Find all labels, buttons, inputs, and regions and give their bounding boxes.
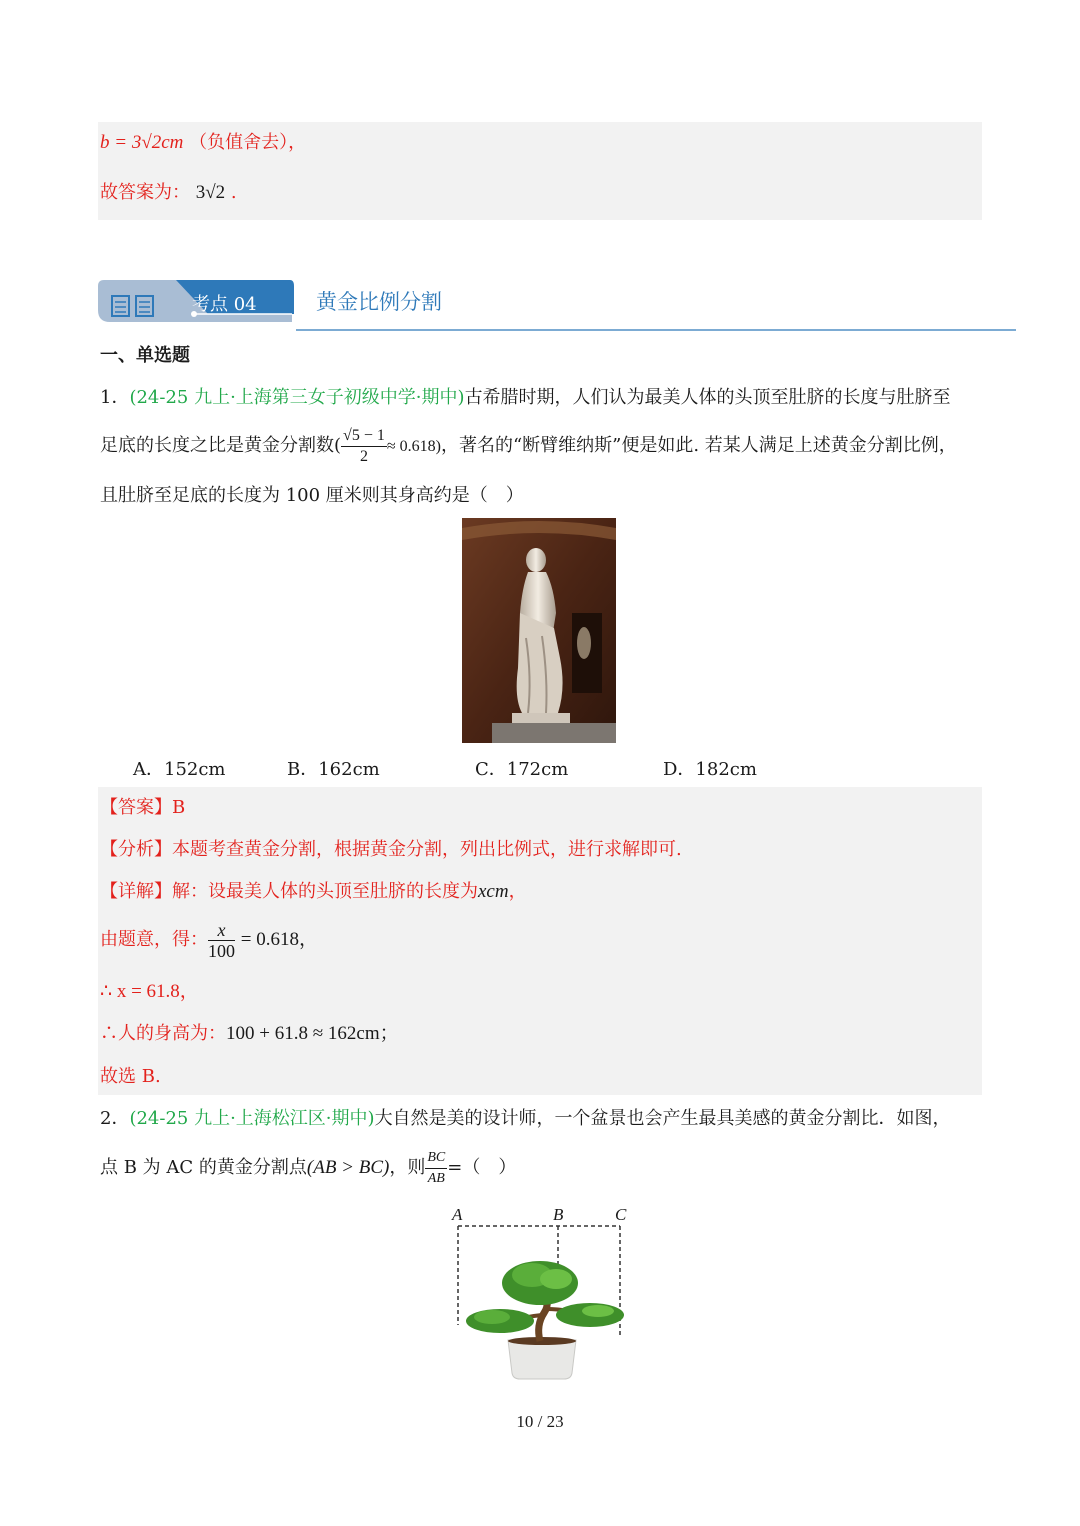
section-badge-label: 考点 04	[192, 294, 257, 315]
top-line-2-math: 3√2	[195, 182, 226, 203]
top-line-1-note: （负值舍去），	[189, 132, 307, 153]
q2-text-a: 大自然是美的设计师，一个盆景也会产生最具美感的黄金分割比．如图，	[374, 1108, 951, 1129]
q1-conclusion: 故选 B.	[100, 1066, 161, 1087]
q2-frac-den: AB	[427, 1170, 445, 1186]
q1-eq-den: 100	[208, 940, 235, 961]
q1-line-1	[100, 385, 951, 411]
q1-step4-label: ∴人的身高为：	[100, 1023, 226, 1044]
q1-equation	[100, 918, 318, 962]
q1-option-b[interactable]: B．162cm	[287, 759, 380, 780]
q2-line-1	[100, 1106, 951, 1132]
q2-number: 2．	[100, 1108, 130, 1129]
q1-line-2: 足底的长度之比是黄金分割数( $\frac{√5 - 1}{2}$ ≈ 0.618)，著名的“断臂维纳斯”便是如此. 若某人满足上述黄金分割比例，	[100, 426, 957, 465]
question-type-heading: 一、单选题	[100, 345, 190, 366]
top-line-2	[100, 180, 237, 206]
q1-analysis: 【分析】本题考查黄金分割，根据黄金分割，列出比例式，进行求解即可.	[100, 839, 682, 860]
q1-answer: 【答案】B	[100, 797, 186, 818]
bonsai-figure	[440, 1205, 640, 1383]
q1-eq-fraction	[208, 920, 235, 961]
fig-label-b: B	[553, 1205, 564, 1224]
q1-step4	[100, 1021, 399, 1047]
q1-detail-end: ，	[508, 881, 527, 902]
top-line-2-end: .	[230, 182, 237, 203]
q2-frac-num: BC	[425, 1148, 447, 1169]
q1-text-a: 古希腊时期，人们认为最美人体的头顶至肚脐的长度与肚脐至	[464, 387, 951, 408]
top-line-1	[100, 130, 306, 156]
q2-text-b3: =（ ）	[447, 1157, 517, 1178]
q1-text-c: 且肚脐至足底的长度为 100 厘米则其身高约是（ ）	[100, 485, 524, 506]
q1-detail-var: xcm	[478, 881, 509, 902]
q1-eq-label: 由题意，得：	[100, 929, 208, 950]
q2-text-b2: ，则	[389, 1157, 426, 1178]
q1-option-d[interactable]: D．182cm	[663, 759, 757, 780]
q1-text-b2: ，著名的“断臂维纳斯”便是如此. 若某人满足上述黄金分割比例，	[440, 435, 957, 456]
q1-step3: ∴ x = 61.8，	[100, 981, 199, 1002]
top-line-1-math: b = 3√2cm	[100, 132, 184, 153]
q1-frac-den: 2	[359, 447, 368, 465]
q1-step4-math: 100 + 61.8 ≈ 162cm；	[226, 1023, 399, 1044]
q1-detail	[100, 879, 527, 905]
q2-source: (24-25 九上·上海松江区·期中)	[129, 1108, 375, 1129]
fig-label-c: C	[615, 1205, 627, 1224]
q1-approx: ≈ 0.618)	[386, 438, 441, 455]
q1-number: 1．	[100, 387, 130, 408]
q1-golden-fraction	[341, 426, 387, 467]
q1-line-3	[100, 483, 524, 509]
page-number: 10 / 23	[516, 1412, 564, 1431]
section-title: 黄金比例分割	[316, 290, 442, 314]
q1-text-b1: 足底的长度之比是黄金分割数	[100, 435, 334, 456]
q2-line-2	[100, 1146, 516, 1190]
q1-eq-num: x	[208, 920, 235, 941]
q1-option-c[interactable]: C．172cm	[475, 759, 569, 780]
q2-text-b1: 点 B 为 AC 的黄金分割点	[100, 1157, 307, 1178]
q1-eq-rhs: = 0.618，	[240, 929, 318, 950]
top-line-2-label: 故答案为：	[100, 182, 190, 203]
fig-label-a: A	[452, 1205, 463, 1224]
q1-frac-num: √5 − 1	[341, 426, 387, 447]
q1-option-a[interactable]: A．152cm	[133, 759, 226, 780]
q1-source: (24-25 九上·上海第三女子初级中学·期中)	[129, 387, 465, 408]
q2-condition: (AB > BC)	[306, 1157, 390, 1178]
q2-ratio-fraction	[425, 1148, 447, 1189]
q1-detail-text: 【详解】解：设最美人体的头顶至肚脐的长度为	[100, 881, 478, 902]
venus-statue-image	[462, 518, 616, 743]
